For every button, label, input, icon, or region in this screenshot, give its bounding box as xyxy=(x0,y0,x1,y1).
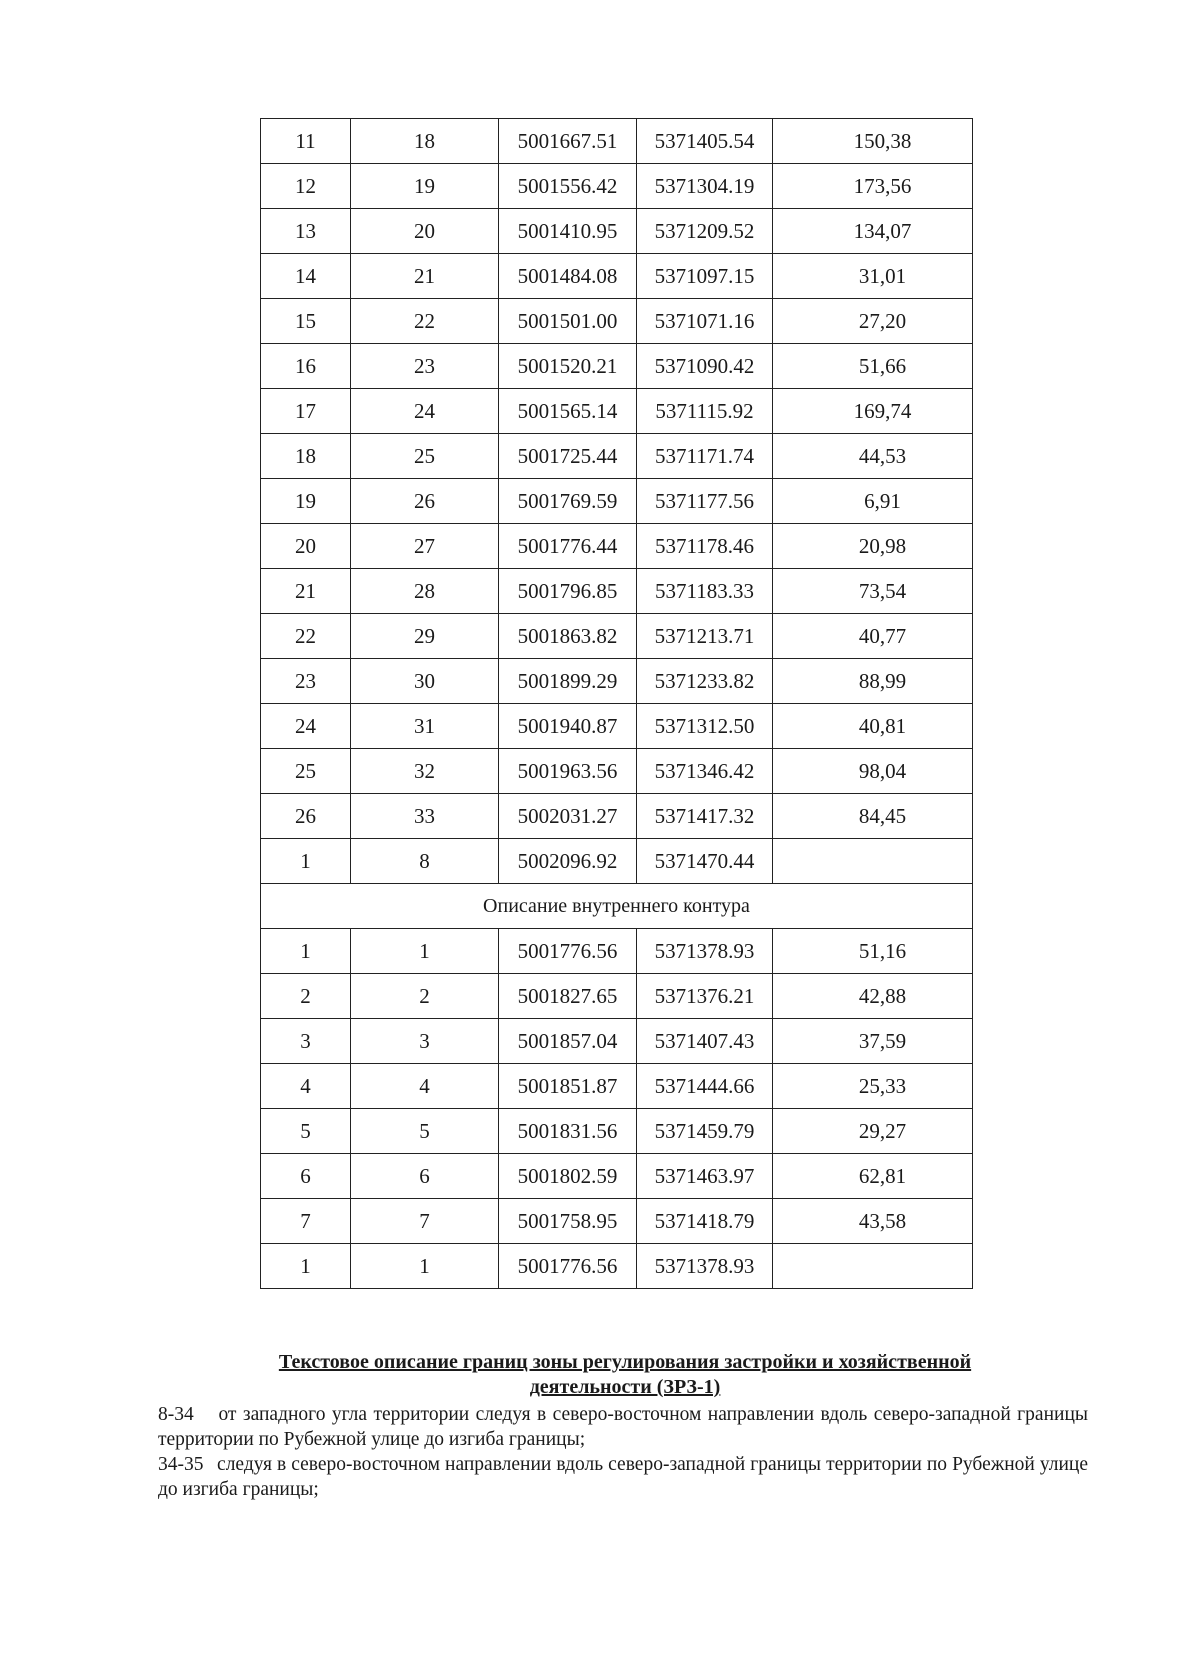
cell-point-number: 23 xyxy=(351,344,499,389)
table-row xyxy=(261,389,973,434)
cell-index: 1 xyxy=(261,1244,351,1289)
cell-index: 16 xyxy=(261,344,351,389)
cell-distance: 169,74 xyxy=(773,389,973,434)
cell-point-number: 21 xyxy=(351,254,499,299)
cell-y-coordinate: 5371171.74 xyxy=(637,434,773,479)
table-row xyxy=(261,704,973,749)
coordinates-table xyxy=(260,118,973,1289)
cell-y-coordinate: 5371417.32 xyxy=(637,794,773,839)
boundary-paragraph xyxy=(158,1452,1088,1502)
cell-x-coordinate: 5001776.56 xyxy=(499,1244,637,1289)
segment-code: 8-34 xyxy=(158,1404,194,1425)
cell-point-number: 6 xyxy=(351,1154,499,1199)
cell-index: 5 xyxy=(261,1109,351,1154)
cell-point-number: 1 xyxy=(351,1244,499,1289)
cell-point-number: 26 xyxy=(351,479,499,524)
cell-point-number: 28 xyxy=(351,569,499,614)
cell-distance: 37,59 xyxy=(773,1019,973,1064)
table-row xyxy=(261,209,973,254)
cell-point-number: 18 xyxy=(351,119,499,164)
section-header-row xyxy=(261,884,973,929)
segment-code: 34-35 xyxy=(158,1454,204,1475)
cell-point-number: 22 xyxy=(351,299,499,344)
cell-point-number: 1 xyxy=(351,929,499,974)
cell-distance: 150,38 xyxy=(773,119,973,164)
cell-distance: 88,99 xyxy=(773,659,973,704)
outer-contour-rows xyxy=(261,119,973,884)
cell-y-coordinate: 5371470.44 xyxy=(637,839,773,884)
cell-distance: 40,81 xyxy=(773,704,973,749)
cell-y-coordinate: 5371459.79 xyxy=(637,1109,773,1154)
cell-y-coordinate: 5371463.97 xyxy=(637,1154,773,1199)
table-row xyxy=(261,524,973,569)
cell-index: 17 xyxy=(261,389,351,434)
cell-y-coordinate: 5371183.33 xyxy=(637,569,773,614)
section-heading xyxy=(150,1350,1100,1400)
cell-y-coordinate: 5371177.56 xyxy=(637,479,773,524)
cell-y-coordinate: 5371405.54 xyxy=(637,119,773,164)
cell-x-coordinate: 5001802.59 xyxy=(499,1154,637,1199)
table-row xyxy=(261,1199,973,1244)
cell-x-coordinate: 5001667.51 xyxy=(499,119,637,164)
cell-y-coordinate: 5371178.46 xyxy=(637,524,773,569)
table-row xyxy=(261,1154,973,1199)
cell-y-coordinate: 5371213.71 xyxy=(637,614,773,659)
cell-y-coordinate: 5371346.42 xyxy=(637,749,773,794)
cell-index: 21 xyxy=(261,569,351,614)
cell-x-coordinate: 5001484.08 xyxy=(499,254,637,299)
cell-distance: 20,98 xyxy=(773,524,973,569)
table-row xyxy=(261,344,973,389)
cell-x-coordinate: 5002031.27 xyxy=(499,794,637,839)
cell-x-coordinate: 5001776.44 xyxy=(499,524,637,569)
cell-x-coordinate: 5001857.04 xyxy=(499,1019,637,1064)
cell-index: 14 xyxy=(261,254,351,299)
table-row xyxy=(261,614,973,659)
cell-distance: 6,91 xyxy=(773,479,973,524)
cell-distance: 51,16 xyxy=(773,929,973,974)
cell-x-coordinate: 5001565.14 xyxy=(499,389,637,434)
cell-distance: 25,33 xyxy=(773,1064,973,1109)
cell-distance: 84,45 xyxy=(773,794,973,839)
cell-distance: 27,20 xyxy=(773,299,973,344)
cell-y-coordinate: 5371378.93 xyxy=(637,1244,773,1289)
table-row xyxy=(261,929,973,974)
cell-y-coordinate: 5371209.52 xyxy=(637,209,773,254)
table-row xyxy=(261,794,973,839)
inner-contour-rows xyxy=(261,929,973,1289)
cell-index: 25 xyxy=(261,749,351,794)
cell-point-number: 7 xyxy=(351,1199,499,1244)
cell-y-coordinate: 5371304.19 xyxy=(637,164,773,209)
cell-x-coordinate: 5001556.42 xyxy=(499,164,637,209)
cell-point-number: 20 xyxy=(351,209,499,254)
table-row xyxy=(261,749,973,794)
cell-index: 6 xyxy=(261,1154,351,1199)
inner-contour-section xyxy=(261,884,973,929)
table-row xyxy=(261,569,973,614)
cell-index: 23 xyxy=(261,659,351,704)
cell-y-coordinate: 5371378.93 xyxy=(637,929,773,974)
cell-index: 1 xyxy=(261,839,351,884)
cell-distance: 134,07 xyxy=(773,209,973,254)
cell-x-coordinate: 5001776.56 xyxy=(499,929,637,974)
cell-index: 4 xyxy=(261,1064,351,1109)
cell-point-number: 8 xyxy=(351,839,499,884)
table-row xyxy=(261,299,973,344)
cell-x-coordinate: 5001863.82 xyxy=(499,614,637,659)
cell-x-coordinate: 5001796.85 xyxy=(499,569,637,614)
cell-y-coordinate: 5371312.50 xyxy=(637,704,773,749)
cell-y-coordinate: 5371115.92 xyxy=(637,389,773,434)
table-row xyxy=(261,1019,973,1064)
cell-distance: 173,56 xyxy=(773,164,973,209)
cell-y-coordinate: 5371444.66 xyxy=(637,1064,773,1109)
cell-index: 24 xyxy=(261,704,351,749)
cell-distance: 51,66 xyxy=(773,344,973,389)
cell-distance xyxy=(773,839,973,884)
table-row xyxy=(261,839,973,884)
cell-distance: 44,53 xyxy=(773,434,973,479)
cell-index: 22 xyxy=(261,614,351,659)
cell-x-coordinate: 5001410.95 xyxy=(499,209,637,254)
cell-point-number: 27 xyxy=(351,524,499,569)
cell-x-coordinate: 5001827.65 xyxy=(499,974,637,1019)
section-title: Описание внутреннего контура xyxy=(261,884,973,929)
cell-distance: 42,88 xyxy=(773,974,973,1019)
cell-x-coordinate: 5001501.00 xyxy=(499,299,637,344)
table-row xyxy=(261,119,973,164)
table-row xyxy=(261,1064,973,1109)
table-row xyxy=(261,164,973,209)
cell-y-coordinate: 5371407.43 xyxy=(637,1019,773,1064)
cell-distance: 29,27 xyxy=(773,1109,973,1154)
cell-x-coordinate: 5001851.87 xyxy=(499,1064,637,1109)
cell-distance: 98,04 xyxy=(773,749,973,794)
cell-point-number: 32 xyxy=(351,749,499,794)
table-row xyxy=(261,974,973,1019)
cell-index: 7 xyxy=(261,1199,351,1244)
cell-index: 15 xyxy=(261,299,351,344)
cell-point-number: 29 xyxy=(351,614,499,659)
segment-description: от западного угла территории следуя в северо-восточном направлении вдоль северо-западной границы территории по Рубежной улице до изгиба границы; xyxy=(158,1404,1088,1450)
cell-y-coordinate: 5371233.82 xyxy=(637,659,773,704)
cell-x-coordinate: 5001758.95 xyxy=(499,1199,637,1244)
cell-distance: 31,01 xyxy=(773,254,973,299)
cell-point-number: 3 xyxy=(351,1019,499,1064)
table-row xyxy=(261,659,973,704)
table-row xyxy=(261,1109,973,1154)
cell-distance: 73,54 xyxy=(773,569,973,614)
cell-index: 18 xyxy=(261,434,351,479)
cell-point-number: 5 xyxy=(351,1109,499,1154)
cell-point-number: 25 xyxy=(351,434,499,479)
cell-y-coordinate: 5371376.21 xyxy=(637,974,773,1019)
segment-description: следуя в северо-восточном направлении вдоль северо-западной границы территории по Рубежной улице до изгиба границы; xyxy=(158,1454,1089,1500)
cell-distance xyxy=(773,1244,973,1289)
heading-line-1: Текстовое описание границ зоны регулирования застройки и хозяйственной xyxy=(278,1351,972,1373)
cell-y-coordinate: 5371418.79 xyxy=(637,1199,773,1244)
table-row xyxy=(261,254,973,299)
cell-index: 3 xyxy=(261,1019,351,1064)
cell-point-number: 4 xyxy=(351,1064,499,1109)
cell-x-coordinate: 5001520.21 xyxy=(499,344,637,389)
cell-y-coordinate: 5371090.42 xyxy=(637,344,773,389)
table-row xyxy=(261,434,973,479)
cell-point-number: 19 xyxy=(351,164,499,209)
table-row xyxy=(261,479,973,524)
cell-x-coordinate: 5001769.59 xyxy=(499,479,637,524)
cell-x-coordinate: 5001899.29 xyxy=(499,659,637,704)
cell-index: 12 xyxy=(261,164,351,209)
cell-distance: 62,81 xyxy=(773,1154,973,1199)
cell-point-number: 30 xyxy=(351,659,499,704)
cell-index: 26 xyxy=(261,794,351,839)
heading-line-2: деятельности (ЗРЗ-1) xyxy=(529,1376,721,1398)
cell-index: 1 xyxy=(261,929,351,974)
boundary-paragraph xyxy=(158,1402,1088,1452)
cell-distance: 40,77 xyxy=(773,614,973,659)
cell-x-coordinate: 5002096.92 xyxy=(499,839,637,884)
cell-index: 2 xyxy=(261,974,351,1019)
cell-index: 11 xyxy=(261,119,351,164)
table-row xyxy=(261,1244,973,1289)
cell-point-number: 33 xyxy=(351,794,499,839)
cell-x-coordinate: 5001940.87 xyxy=(499,704,637,749)
cell-index: 13 xyxy=(261,209,351,254)
cell-y-coordinate: 5371097.15 xyxy=(637,254,773,299)
cell-index: 19 xyxy=(261,479,351,524)
cell-y-coordinate: 5371071.16 xyxy=(637,299,773,344)
cell-point-number: 31 xyxy=(351,704,499,749)
cell-index: 20 xyxy=(261,524,351,569)
cell-point-number: 24 xyxy=(351,389,499,434)
cell-x-coordinate: 5001725.44 xyxy=(499,434,637,479)
cell-point-number: 2 xyxy=(351,974,499,1019)
cell-x-coordinate: 5001963.56 xyxy=(499,749,637,794)
cell-distance: 43,58 xyxy=(773,1199,973,1244)
cell-x-coordinate: 5001831.56 xyxy=(499,1109,637,1154)
